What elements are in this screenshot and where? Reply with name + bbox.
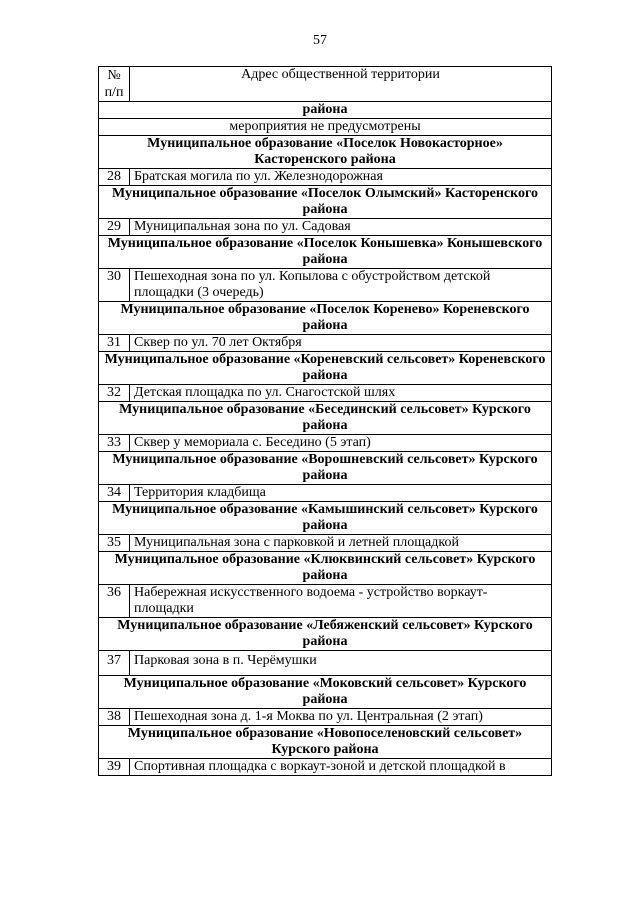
table-body [99, 102, 552, 776]
header-num-label: № п/п [104, 68, 124, 100]
row-number: 39 [99, 759, 130, 776]
row-number: 37 [99, 651, 130, 676]
table-row [99, 585, 552, 618]
note-text: мероприятия не предусмотрены [99, 119, 552, 136]
municipality-title: Муниципальное образование «Бесединский сельсовет» Курского района [99, 402, 552, 435]
group-header-row [99, 726, 552, 759]
header-address-label: Адрес общественной территории [241, 67, 440, 82]
group-header-row [99, 352, 552, 385]
row-number: 38 [99, 709, 130, 726]
municipality-title: Муниципальное образование «Ворошневский сельсовет» Курского района [99, 452, 552, 485]
row-address: Муниципальная зона по ул. Садовая [130, 219, 552, 236]
page-number: 57 [313, 33, 327, 48]
municipality-title: Муниципальное образование «Поселок Конышевка» Конышевского района [99, 236, 552, 269]
group-header-row [99, 402, 552, 435]
row-number: 31 [99, 335, 130, 352]
table-row [99, 219, 552, 236]
row-address: Сквер по ул. 70 лет Октября [130, 335, 552, 352]
municipality-title: Муниципальное образование «Клюквинский сельсовет» Курского района [99, 552, 552, 585]
group-header-row [99, 102, 552, 119]
municipality-title: Муниципальное образование «Поселок Новокасторное» Касторенского района [99, 136, 552, 169]
table-header-row [99, 67, 552, 102]
row-number: 34 [99, 485, 130, 502]
row-number: 35 [99, 535, 130, 552]
table-row [99, 651, 552, 676]
table-row [99, 535, 552, 552]
table-row [99, 435, 552, 452]
row-address: Муниципальная зона с парковкой и летней площадкой [130, 535, 552, 552]
municipality-title: Муниципальное образование «Моковский сельсовет» Курского района [99, 676, 552, 709]
row-number: 28 [99, 169, 130, 186]
header-address [130, 67, 552, 102]
territory-table [98, 66, 552, 776]
row-address: Пешеходная зона по ул. Копылова с обустройством детской площадки (3 очередь) [130, 269, 552, 302]
municipality-title: района [99, 102, 552, 119]
row-address: Спортивная площадка с воркаут-зоной и детской площадкой в [130, 759, 552, 776]
row-address: Парковая зона в п. Черёмушки [130, 651, 552, 676]
row-address: Пешеходная зона д. 1-я Моква по ул. Центральная (2 этап) [130, 709, 552, 726]
row-number: 29 [99, 219, 130, 236]
group-header-row [99, 452, 552, 485]
row-address: Сквер у мемориала с. Беседино (5 этап) [130, 435, 552, 452]
table-row [99, 169, 552, 186]
table-row [99, 709, 552, 726]
group-header-row [99, 618, 552, 651]
municipality-title: Муниципальное образование «Кореневский сельсовет» Кореневского района [99, 352, 552, 385]
table-row [99, 335, 552, 352]
table-row [99, 485, 552, 502]
row-number: 30 [99, 269, 130, 302]
group-header-row [99, 136, 552, 169]
header-num [99, 67, 130, 102]
group-header-row [99, 302, 552, 335]
group-header-row [99, 552, 552, 585]
table-row [99, 385, 552, 402]
group-header-row [99, 676, 552, 709]
row-address: Братская могила по ул. Железнодорожная [130, 169, 552, 186]
row-number: 33 [99, 435, 130, 452]
row-number: 36 [99, 585, 130, 618]
group-header-row [99, 186, 552, 219]
table-row [99, 759, 552, 776]
group-header-row [99, 236, 552, 269]
table-row [99, 269, 552, 302]
municipality-title: Муниципальное образование «Новопоселеновский сельсовет» Курского района [99, 726, 552, 759]
municipality-title: Муниципальное образование «Поселок Олымский» Касторенского района [99, 186, 552, 219]
row-number: 32 [99, 385, 130, 402]
municipality-title: Муниципальное образование «Поселок Коренево» Кореневского района [99, 302, 552, 335]
row-address: Территория кладбища [130, 485, 552, 502]
row-address: Детская площадка по ул. Снагостской шлях [130, 385, 552, 402]
municipality-title: Муниципальное образование «Лебяженский сельсовет» Курского района [99, 618, 552, 651]
municipality-title: Муниципальное образование «Камышинский сельсовет» Курского района [99, 502, 552, 535]
row-address: Набережная искусственного водоема - устройство воркаут-площадки [130, 585, 552, 618]
group-header-row [99, 502, 552, 535]
note-row [99, 119, 552, 136]
